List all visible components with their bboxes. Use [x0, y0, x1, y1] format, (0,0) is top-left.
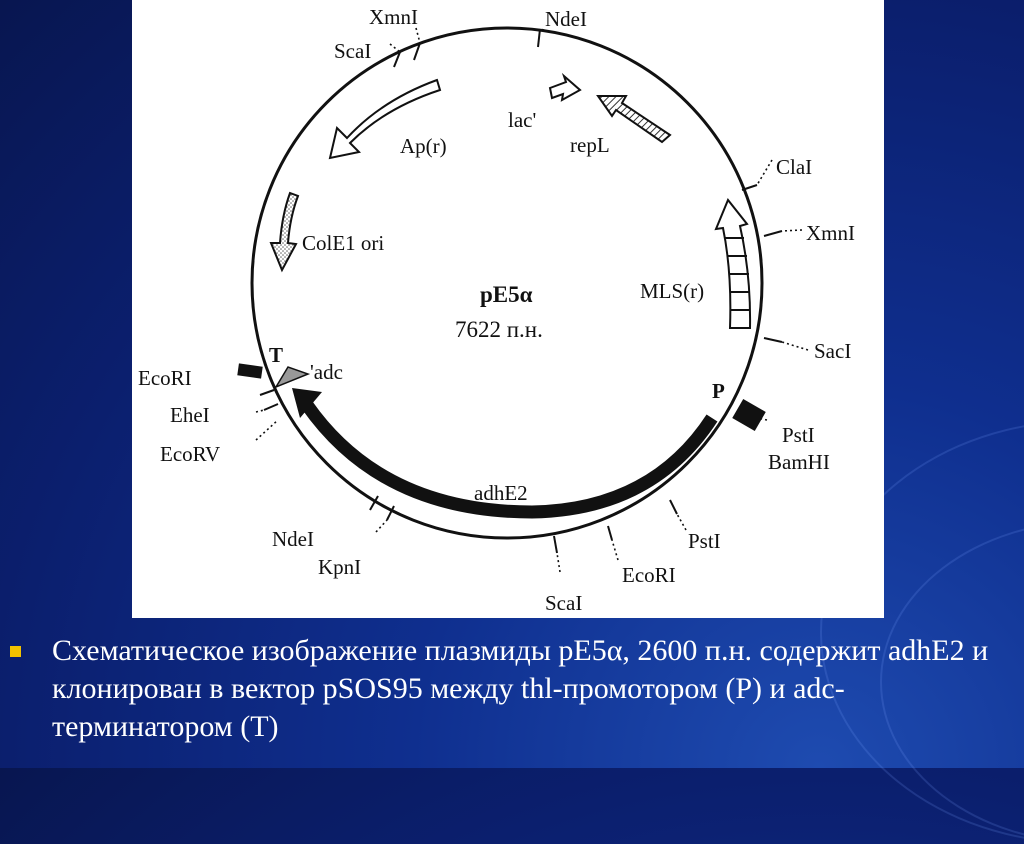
site-label-scai-top: ScaI [334, 39, 372, 63]
adc-terminator-triangle [276, 367, 308, 387]
feature-label-lac: lac' [508, 108, 537, 132]
feature-label-adc: 'adc [310, 360, 343, 384]
caption-text: Схематическое изображение плазмиды pE5α, 2600 п.н. содержит adhE2 и клонирован в вектор pSOS95 между thl-промотором (P) и adc-терминатором (T) [52, 634, 989, 743]
site-label-psti-right: PstI [782, 423, 815, 447]
plasmid-map [132, 0, 884, 618]
plasmid-name: pE5α [480, 282, 533, 307]
site-label-saci: SacI [814, 339, 852, 363]
feature-label-adhe2: adhE2 [474, 481, 528, 505]
feature-label-mls: MLS(r) [640, 279, 705, 303]
site-label-kpni: KpnI [318, 555, 362, 579]
site-label-xmni-top: XmnI [369, 5, 418, 29]
promoter-box [732, 399, 766, 431]
feature-label-repl: repL [570, 133, 610, 157]
plasmid-map-figure [132, 0, 884, 618]
slide-caption [10, 632, 1010, 746]
site-label-scai-bottom: ScaI [545, 591, 583, 615]
ecori-box-left [237, 363, 262, 378]
feature-label-cole1: ColE1 ori [302, 231, 385, 255]
lac-arrow [550, 76, 580, 100]
feature-label-terminator: T [269, 343, 284, 367]
feature-label-ap: Ap(r) [400, 134, 447, 158]
site-label-ecori-left: EcoRI [138, 366, 192, 390]
site-label-psti-bottom: PstI [688, 529, 721, 553]
site-label-ndei-top: NdeI [545, 7, 587, 31]
site-label-clai: ClaI [776, 155, 813, 179]
plasmid-size: 7622 п.н. [455, 317, 543, 342]
site-label-ecori-bottom: EcoRI [622, 563, 676, 587]
site-label-xmni-right: XmnI [806, 221, 855, 245]
site-label-bamhi: BamHI [768, 450, 830, 474]
cole1-ori-arrow [271, 193, 298, 270]
feature-label-promoter: P [712, 379, 725, 403]
mls-resistance-arrow [716, 200, 750, 328]
site-label-ehei: EheI [170, 403, 210, 427]
site-label-ndei-bottom: NdeI [272, 527, 314, 551]
site-label-ecorv: EcoRV [160, 442, 221, 466]
